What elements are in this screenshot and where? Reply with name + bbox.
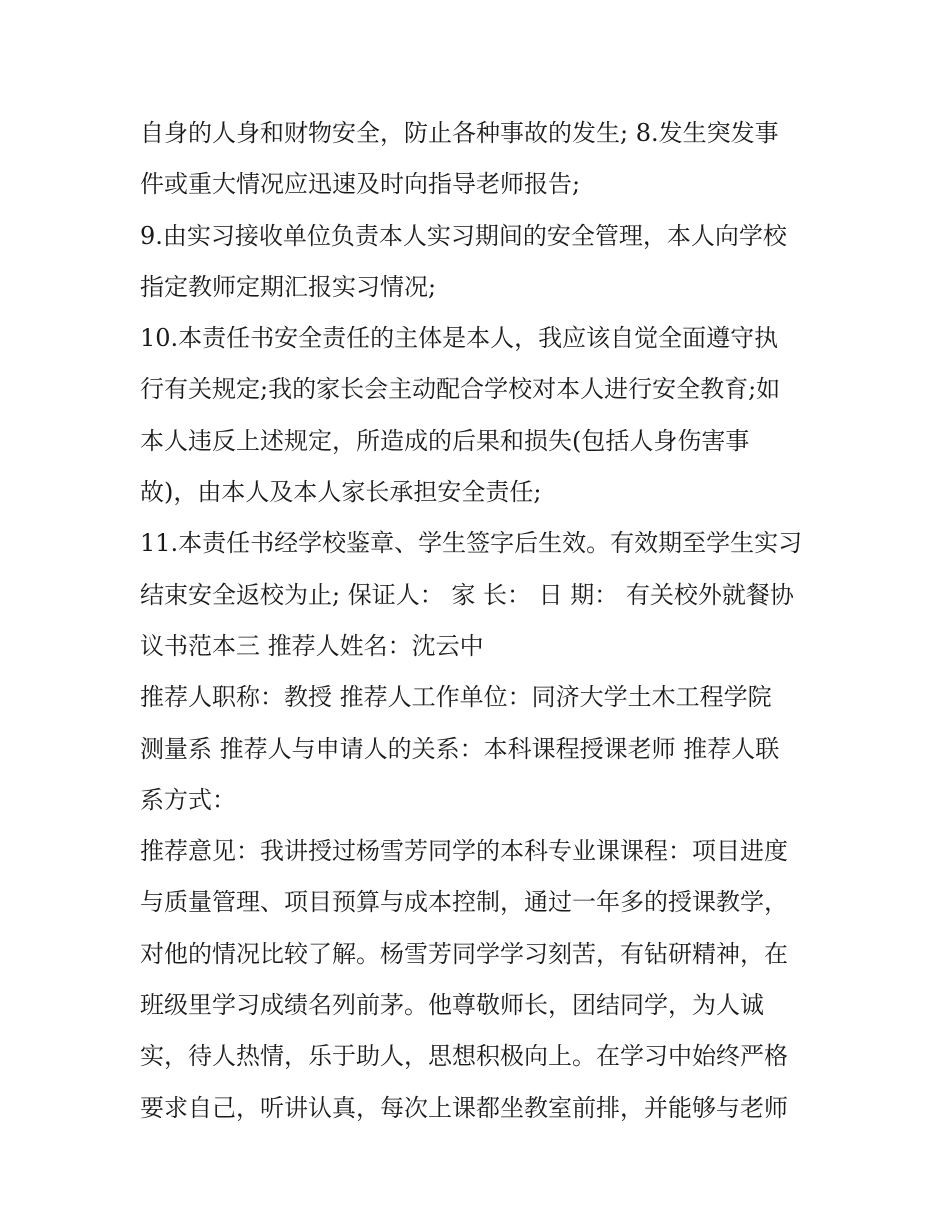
- document-body: [140, 108, 820, 1134]
- text-line: 对他的情况比较了解。杨雪芳同学学习刻苦，有钻研精神，在: [140, 939, 788, 968]
- text-line: 结束安全返校为止; 保证人： 家 长： 日 期： 有关校外就餐协: [140, 580, 794, 609]
- text-line: 9.由实习接收单位负责本人实习期间的安全管理，本人向学校: [140, 221, 787, 250]
- text-line: 议书范本三 推荐人姓名：沈云中: [140, 631, 484, 660]
- text-line: 本人违反上述规定，所造成的后果和损失(包括人身伤害事: [140, 426, 750, 455]
- text-line: 件或重大情况应迅速及时向指导老师报告;: [140, 170, 581, 199]
- text-line: 测量系 推荐人与申请人的关系：本科课程授课老师 推荐人联: [140, 734, 780, 763]
- text-line: 与质量管理、项目预算与成本控制，通过一年多的授课教学，: [140, 888, 788, 917]
- text-line: 要求自己，听讲认真，每次上课都坐教室前排，并能够与老师: [140, 1093, 788, 1122]
- text-line: 推荐意见：我讲授过杨雪芳同学的本科专业课课程：项目进度: [140, 837, 788, 866]
- text-line: 班级里学习成绩名列前茅。他尊敬师长，团结同学，为人诚: [140, 991, 764, 1020]
- text-line: 11.本责任书经学校鉴章、学生签字后生效。有效期至学生实习: [140, 529, 803, 558]
- text-line: 自身的人身和财物安全，防止各种事故的发生; 8.发生突发事: [140, 119, 779, 147]
- text-line: 故)，由本人及本人家长承担安全责任;: [140, 478, 542, 507]
- text-line: 推荐人职称：教授 推荐人工作单位：同济大学土木工程学院: [140, 683, 772, 712]
- text-line: 指定教师定期汇报实习情况;: [140, 272, 437, 301]
- text-line: 10.本责任书安全责任的主体是本人，我应该自觉全面遵守执: [140, 324, 779, 353]
- text-line: 实，待人热情，乐于助人，思想积极向上。在学习中始终严格: [140, 1042, 788, 1071]
- text-line: 行有关规定;我的家长会主动配合学校对本人进行安全教育;如: [140, 375, 781, 404]
- text-line: 系方式：: [140, 785, 236, 814]
